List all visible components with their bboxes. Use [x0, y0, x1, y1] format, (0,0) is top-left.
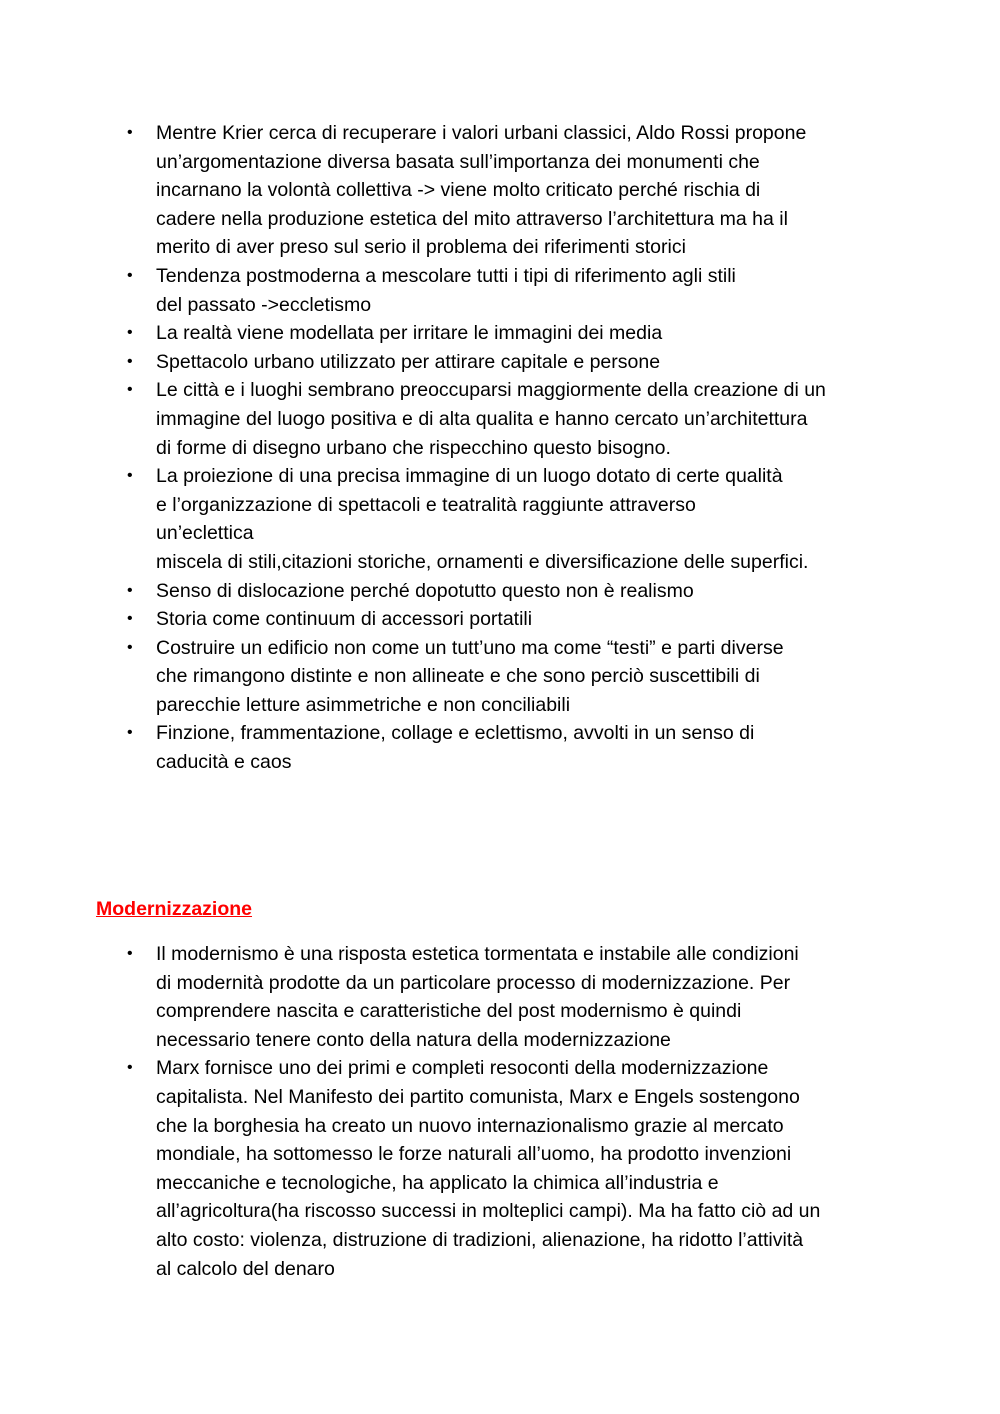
list-item-text: Tendenza postmoderna a mescolare tutti i tipi di riferimento agli stili del passato ->eccletismo — [156, 264, 736, 316]
list-item — [127, 319, 907, 348]
list-item-text: Senso di dislocazione perché dopotutto questo non è realismo — [156, 579, 694, 602]
list-item — [127, 634, 907, 720]
list-item-text: La realtà viene modellata per irritare le immagini dei media — [156, 322, 663, 345]
list-item — [127, 376, 907, 462]
list-item-text: La proiezione di una precisa immagine di un luogo dotato di certe qualità e l’organizzazione di spettacoli e teatralità raggiunte attraverso un’eclettica miscela di stili,citazioni storiche, ornamenti e diversificazione delle superfici. — [156, 465, 809, 573]
list-item — [127, 605, 907, 634]
list-item-text: Spettacolo urbano utilizzato per attirare capitale e persone — [156, 350, 661, 373]
list-item-text: Il modernismo è una risposta estetica tormentata e instabile alle condizioni di modernità prodotte da un particolare processo di modernizzazione. Per comprendere nascita e caratteristiche del post modernismo è quindi necessario tenere conto della natura della modernizzazione — [156, 943, 799, 1051]
list-item — [127, 577, 907, 606]
bullet-icon: • — [127, 266, 133, 284]
section-heading: Modernizzazione — [96, 898, 253, 920]
list-item — [127, 719, 907, 776]
list-item-text: Finzione, frammentazione, collage e eclettismo, avvolti in un senso di caducità e caos — [156, 722, 755, 774]
bullet-list-modernization — [127, 940, 907, 1283]
list-item-text: Costruire un edificio non come un tutt’uno ma come “testi” e parti diverse che rimangono distinte e non allineate e che sono perciò suscettibili di parecchie letture asimmetriche e non conciliabili — [156, 636, 784, 716]
list-item-text: Le città e i luoghi sembrano preoccuparsi maggiormente della creazione di un immagine del luogo positiva e di alta qualita e hanno cercato un’architettura di forme di disegno urbano che rispecchino questo bisogno. — [156, 379, 826, 459]
list-item-text: Mentre Krier cerca di recuperare i valori urbani classici, Aldo Rossi propone un’argomentazione diversa basata sull’importanza dei monumenti che incarnano la volontà collettiva -> viene molto criticato perché rischia di cadere nella produzione estetica del mito attraverso l’architettura ma ha il merito di aver preso sul serio il problema dei riferimenti storici — [156, 122, 807, 259]
bullet-icon: • — [127, 467, 133, 485]
bullet-icon: • — [127, 352, 133, 370]
list-item — [127, 262, 907, 319]
bullet-icon: • — [127, 1059, 133, 1077]
bullet-list-postmodern — [127, 119, 907, 777]
bullet-icon: • — [127, 324, 133, 342]
bullet-icon: • — [127, 724, 133, 742]
bullet-icon: • — [127, 610, 133, 628]
list-item — [127, 462, 907, 576]
bullet-icon: • — [127, 638, 133, 656]
bullet-icon: • — [127, 124, 133, 141]
list-item-text: Marx fornisce uno dei primi e completi resoconti della modernizzazione capitalista. Nel Manifesto dei partito comunista, Marx e Engels sostengono che la borghesia ha creato un nuovo internazionalismo grazie al mercato mondiale, ha sottomesso le forze naturali all’uomo, ha prodotto invenzioni meccaniche e tecnologiche, ha applicato la chimica all’industria e all’agricoltura(ha riscosso successi in molteplici campi). Ma ha fatto ciò ad un alto costo: violenza, distruzione di tradizioni, alienazione, ha ridotto l’attività al calcolo del denaro — [156, 1057, 821, 1280]
list-item — [127, 1054, 907, 1283]
list-item — [127, 348, 907, 377]
list-item — [127, 940, 907, 1054]
bullet-icon: • — [127, 581, 133, 599]
bullet-icon: • — [127, 945, 133, 962]
bullet-icon: • — [127, 381, 133, 399]
list-item — [127, 119, 907, 262]
list-item-text: Storia come continuum di accessori portatili — [156, 608, 533, 631]
